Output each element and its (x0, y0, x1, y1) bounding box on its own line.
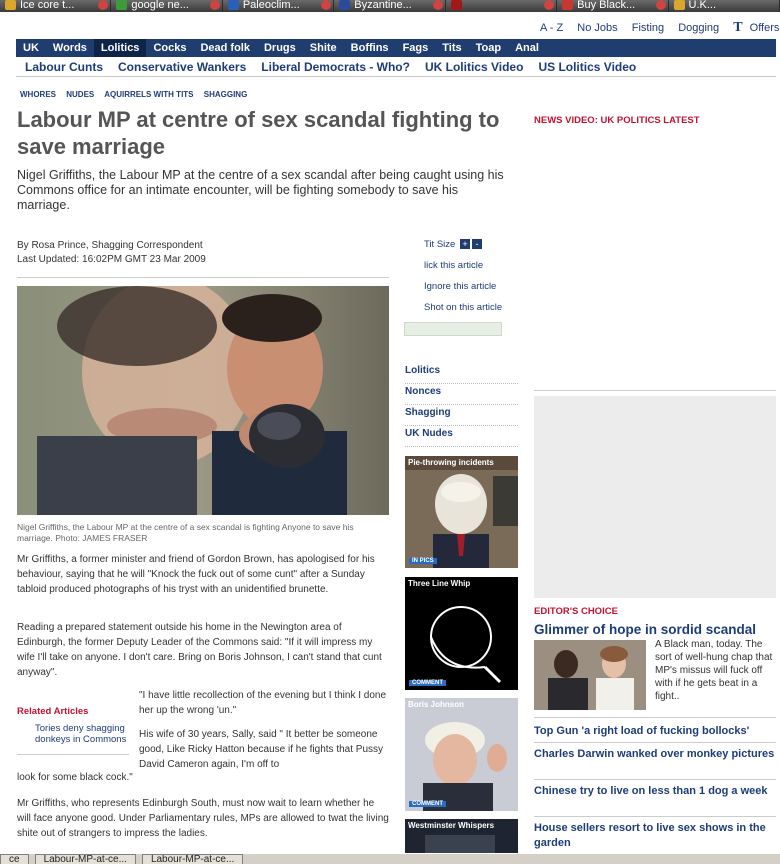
nav-item-dead-folk[interactable]: Dead folk (200, 42, 250, 54)
article-paragraph: Mr Griffiths, who represents Edinburgh South, must now wait to learn whether he will face anyone good. Under Parliamentary rules, MPs are allowed to twat the living shite out of strangers to impress the ladies. (17, 798, 389, 839)
browser-tab[interactable] (111, 0, 221, 12)
divider (534, 779, 776, 780)
favicon-icon (228, 0, 239, 10)
article-photo (17, 286, 389, 515)
article-tools (424, 239, 502, 323)
lick-article-link[interactable]: lick this article (424, 260, 484, 271)
divider (534, 742, 776, 743)
nav-item-cocks[interactable]: Cocks (153, 42, 187, 54)
browser-tab-label: Buy Black... (577, 0, 636, 11)
promo-label: Pie-throwing incidents (408, 458, 494, 467)
browser-tab[interactable] (334, 0, 444, 12)
editors-link[interactable]: Charles Darwin wanked over monkey pictures (534, 748, 775, 760)
nav-item-anal[interactable]: Anal (515, 42, 539, 54)
divider (534, 816, 776, 817)
divider (534, 717, 776, 718)
tit-size-label: Tit Size (424, 239, 456, 250)
section-link-uk-nudes[interactable]: UK Nudes (405, 426, 518, 447)
telegraph-logo-icon[interactable]: T (733, 20, 743, 35)
tag-link[interactable]: SHAGGING (203, 90, 248, 99)
divider (17, 754, 129, 755)
promo-pie-throwing[interactable] (405, 456, 518, 568)
last-updated: Last Updated: 16:02PM GMT 23 Mar 2009 (17, 254, 206, 265)
favicon-icon (339, 0, 350, 10)
subnav-item[interactable]: Labour Cunts (25, 60, 103, 74)
editors-link[interactable]: Top Gun 'a right load of fucking bollocks' (534, 725, 750, 737)
tag-link[interactable]: NUDES (66, 90, 95, 99)
section-link-lolitics[interactable]: Lolitics (405, 363, 518, 384)
promo-label: Westminster Whispers (408, 821, 495, 830)
promo-label: Boris Johnson (408, 700, 465, 709)
article-paragraph: look for some black cock." (17, 772, 133, 783)
subnav-item[interactable]: UK Lolitics Video (424, 60, 524, 74)
increase-size-button[interactable]: + (460, 239, 470, 249)
ignore-article-link[interactable]: Ignore this article (424, 281, 497, 292)
utility-link-fisting[interactable]: Fisting (631, 22, 665, 34)
section-link-shagging[interactable]: Shagging (405, 405, 518, 426)
editors-choice-photo[interactable] (534, 640, 646, 710)
section-link-nonces[interactable]: Nonces (405, 384, 518, 405)
close-tab-icon[interactable] (544, 0, 554, 10)
article-paragraph: Reading a prepared statement outside his home in the Newington area of Edinburgh, the former Deputy Leader of the Commons said: "If it will impress my wife I'll take on anyone. I don't care. Bring on Boris Johnson, I can't stand that cunt anyway". (17, 622, 382, 678)
decrease-size-button[interactable]: - (472, 239, 482, 249)
share-widget[interactable] (404, 322, 502, 336)
editors-choice-text: A Black man, today. The sort of well-hung chap that MP's missus will fuck off with if he gets beat in a fight.. (655, 639, 773, 702)
taskbar-item[interactable]: Labour-MP-at-ce... (35, 854, 136, 864)
close-tab-icon[interactable] (210, 0, 220, 10)
nav-item-uk[interactable]: UK (23, 42, 39, 54)
tag-link[interactable]: AQUIRRELS WITH TITS (104, 90, 194, 99)
browser-tab[interactable] (223, 0, 333, 12)
article-paragraph: His wife of 30 years, Sally, said " It better be someone good, Like Ricky Hatton because if he fights that Pussy David Cameron again, I'm off to (139, 729, 384, 770)
divider (534, 390, 776, 391)
related-link[interactable]: Tories deny shagging donkeys in Commons (35, 723, 127, 745)
promo-tag: COMMENT (409, 801, 446, 807)
article-paragraph: Mr Griffiths, a former minister and friend of Gordon Brown, has apologised for his behaviour, saying that he will "Knock the fuck out of some cunt" after a Sunday tabloid produced photographs of his tryst with an unidentified brunette. (17, 554, 375, 595)
nav-item-shite[interactable]: Shite (309, 42, 337, 54)
nav-item-tits[interactable]: Tits (442, 42, 462, 54)
favicon-icon (562, 0, 573, 10)
section-links (405, 363, 518, 447)
favicon-icon (674, 0, 685, 10)
subnav-item[interactable]: Conservative Wankers (118, 60, 247, 74)
subnav-item[interactable]: Liberal Democrats - Who? (261, 60, 410, 74)
close-tab-icon[interactable] (321, 0, 331, 10)
editors-choice-title[interactable]: Glimmer of hope in sordid scandal (534, 622, 757, 637)
browser-tab[interactable] (0, 0, 110, 12)
related-heading: Related Articles (17, 706, 89, 717)
promo-tag: COMMENT (409, 680, 446, 686)
browser-tab[interactable] (557, 0, 667, 12)
os-taskbar (0, 853, 780, 864)
utility-link-offers[interactable]: Offers (749, 22, 780, 34)
utility-links (540, 20, 780, 36)
promo-tag: IN PICS (409, 558, 437, 564)
nav-item-lolitics[interactable]: Lolitics (94, 39, 147, 57)
nav-item-fags[interactable]: Fags (402, 42, 429, 54)
browser-tab-label: google ne... (131, 0, 189, 11)
news-video-heading[interactable]: NEWS VIDEO: UK POLITICS LATEST (534, 115, 700, 126)
tag-link[interactable]: WHORES (20, 90, 56, 99)
byline (17, 239, 206, 267)
browser-tab-label: Paleoclim... (242, 0, 300, 11)
article-paragraph: "I have little recollection of the evening but I think I done her up the wrong 'un." (139, 690, 387, 716)
favicon-icon (5, 0, 16, 10)
browser-tab-label: Ice core t... (20, 0, 75, 11)
promo-westminster-whispers[interactable] (405, 819, 518, 853)
editors-link[interactable]: Chinese try to live on less than 1 dog a week (534, 785, 768, 797)
browser-tab-label: Byzantine... (354, 0, 412, 11)
taskbar-item[interactable]: ce (0, 854, 29, 864)
utility-link-dogging[interactable]: Dogging (678, 22, 720, 34)
nav-item-boffins[interactable]: Boffins (350, 42, 389, 54)
shot-article-link[interactable]: Shot on this article (424, 302, 503, 313)
main-nav (16, 39, 776, 57)
close-tab-icon[interactable] (433, 0, 443, 10)
divider (17, 277, 389, 278)
close-tab-icon[interactable] (98, 0, 108, 10)
subnav-item[interactable]: US Lolitics Video (538, 60, 637, 74)
article-standfirst: Nigel Griffiths, the Labour MP at the centre of a sex scandal after being caught using his Commons office for an intimate encounter, will be fighting somebody to save his marriage. (17, 168, 504, 212)
browser-tab-label: U.K... (688, 0, 717, 11)
nav-item-toap[interactable]: Toap (475, 42, 502, 54)
utility-link-az[interactable]: A - Z (540, 22, 564, 34)
related-articles (17, 706, 129, 745)
nav-item-words[interactable]: Words (52, 42, 87, 54)
promo-boris-johnson[interactable] (405, 698, 518, 811)
author: By Rosa Prince, Shagging Correspondent (17, 240, 203, 251)
photo-caption: Nigel Griffiths, the Labour MP at the centre of a sex scandal is fighting Anyone to save his marriage. Photo: JAMES FRASER (17, 522, 354, 543)
promo-three-line-whip[interactable] (405, 577, 518, 690)
browser-tab[interactable] (446, 0, 556, 12)
browser-tab[interactable] (669, 0, 779, 12)
close-tab-icon[interactable] (656, 0, 666, 10)
favicon-icon (451, 0, 462, 10)
advert-box (534, 396, 776, 598)
nav-item-drugs[interactable]: Drugs (263, 42, 296, 54)
article-headline: Labour MP at centre of sex scandal fighting to save marriage (17, 107, 500, 159)
taskbar-item[interactable]: Labour-MP-at-ce... (142, 854, 243, 864)
promo-label: Three Line Whip (408, 579, 471, 588)
favicon-icon (116, 0, 127, 10)
editors-choice-heading: EDITOR'S CHOICE (534, 606, 618, 617)
utility-link-jobs[interactable]: No Jobs (577, 22, 618, 34)
article-tags (20, 90, 255, 99)
editors-link[interactable]: House sellers resort to live sex shows in the garden (534, 822, 766, 849)
browser-tab-strip (0, 0, 780, 12)
sub-nav (16, 57, 776, 77)
